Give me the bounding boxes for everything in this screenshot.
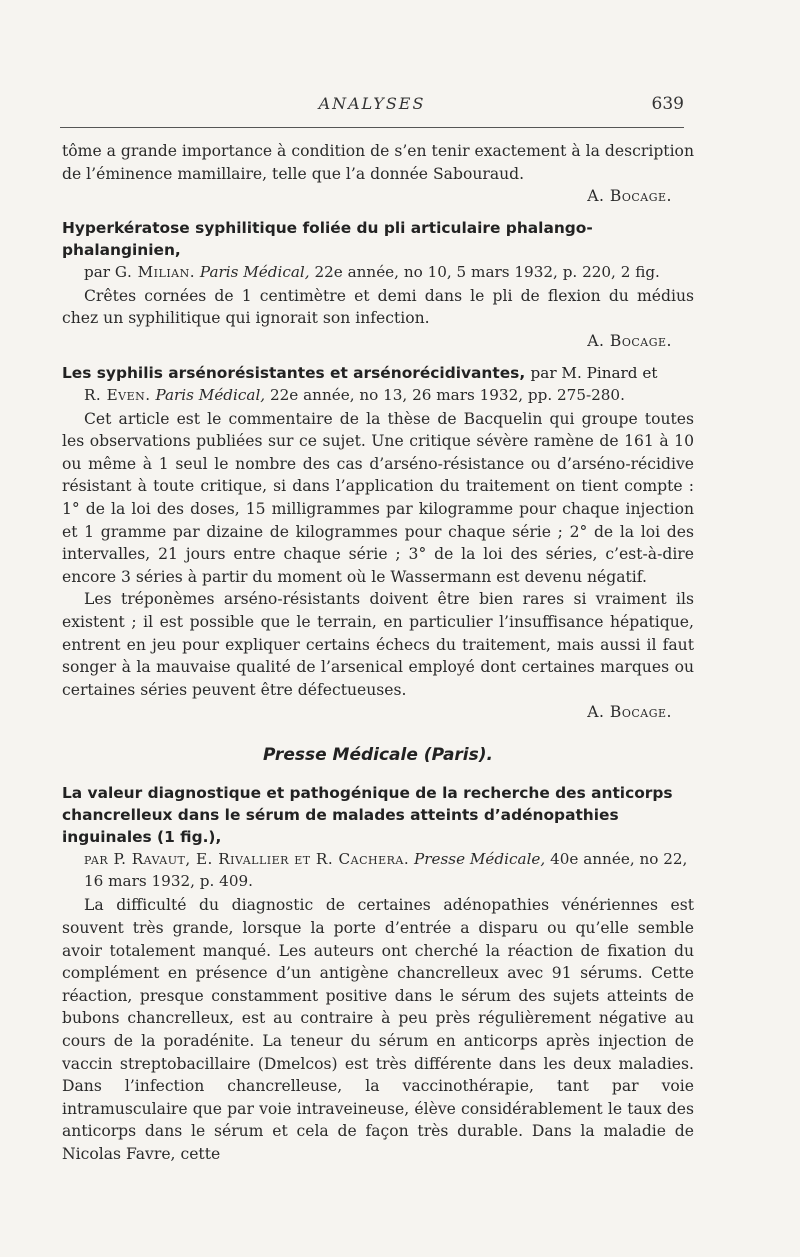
page-number: 639: [651, 94, 684, 114]
entry2-reference: [84, 384, 694, 406]
entry2-title-authors: par M. Pinard et: [530, 363, 658, 382]
section-title: Presse Médicale (Paris).: [263, 744, 493, 765]
entry1-reference: [84, 261, 694, 283]
entry2-body-1: Cet article est le commentaire de la thèse de Bacquelin qui groupe toutes les observations publiées sur ce sujet. Une critique sévère ramène de 161 à 10 ou même à 1 seul le nombre des cas d’arséno-résistance ou d’arséno-récidive résistant à toute critique, si dans l’application du traitement on tient compte : 1° de la loi des doses, 15 milligrammes par kilogramme pour chaque injection et 1 gramme par dizaine de kilogrammes pour chaque série ; 2° de la loi des intervalles, 21 jours entre chaque série ; 3° de la loi des séries, c’est-à-dire encore 3 séries à partir du moment où le Wassermann est devenu négatif.: [62, 409, 694, 586]
entry2-signature: A. Bocage.: [587, 703, 672, 722]
page-header: [60, 94, 684, 122]
entry1-body: Crêtes cornées de 1 centimètre et demi dans le pli de flexion du médius chez un syphilitique qui ignorait son infection.: [62, 286, 694, 328]
entry2-author: R. Even.: [84, 385, 151, 404]
entry3-reference: [84, 848, 694, 892]
entry3-title: La valeur diagnostique et pathogénique de la recherche des anticorps chancrelleux dans le sérum de malades atteints d’adénopathies inguinales (1 fig.),: [62, 784, 673, 847]
entry0-signature: A. Bocage.: [587, 187, 672, 206]
entry3-body: La difficulté du diagnostic de certaines adénopathies vénériennes est souvent très grande, lorsque la porte d’entrée a disparu ou qu’elle semble avoir totalement manqué. Les auteurs ont cherché la réaction de fixation du complément en présence d’un antigène chancrelleux avec 91 sérums. Cette réaction, presque constamment positive dans le sérum des sujets atteints de bubons chancrelleux, est au contraire à peu près régulièrement négative au cours de la poradénite. La teneur du sérum en anticorps après injection de vaccin streptobacillaire (Dmelcos) est très différente dans les deux maladies. Dans l’infection chancrelleuse, la vaccinothérapie, tant par voie intramusculaire que par voie intraveineuse, élève considérablement le taux des anticorps dans le sérum et cela de façon très durable. Dans la maladie de Nicolas Favre, cette: [62, 896, 694, 1163]
entry1-signature: A. Bocage.: [587, 331, 672, 350]
entry1-author: G. Milian.: [114, 262, 196, 281]
entry1-ref-prefix: par: [84, 262, 111, 281]
entry2-body-2: Les tréponèmes arséno-résistants doivent être bien rares si vraiment ils existent ; il est possible que le terrain, en particulier l’insuffisance hépatique, entrent en jeu pour expliquer certains échecs du traitement, mais aussi il faut songer à la mauvaise qualité de l’arsenical employé dont certaines marques ou certaines séries peuvent être défectueuses.: [62, 590, 694, 699]
entry2-title-line: [62, 362, 694, 384]
entry3-authors: par P. Ravaut, E. Rivallier et R. Cachera.: [84, 850, 410, 869]
entry2-ref-rest: 22e année, no 13, 26 mars 1932, pp. 275-280.: [269, 385, 625, 404]
header-rule: [60, 127, 684, 128]
running-head: ANALYSES: [318, 94, 426, 113]
entry0-body: tôme a grande importance à condition de s’en tenir exactement à la description de l’éminence mamillaire, telle que l’a donnée Sabouraud.: [62, 142, 694, 183]
entry3-journal: Presse Médicale,: [414, 850, 546, 869]
entry1-ref-rest: 22e année, no 10, 5 mars 1932, p. 220, 2 fig.: [314, 262, 660, 281]
entry1-journal: Paris Médical,: [199, 262, 310, 281]
entry3-ref-rest: 40e année, no 22, 16 mars 1932, p. 409.: [84, 850, 688, 891]
entry1-title: Hyperkératose syphilitique foliée du pli articulaire phalango-phalanginien,: [62, 218, 593, 259]
entry2-title: Les syphilis arsénorésistantes et arsénorécidivantes,: [62, 363, 526, 382]
page-content: [62, 140, 694, 1166]
entry2-journal: Paris Médical,: [155, 385, 266, 404]
